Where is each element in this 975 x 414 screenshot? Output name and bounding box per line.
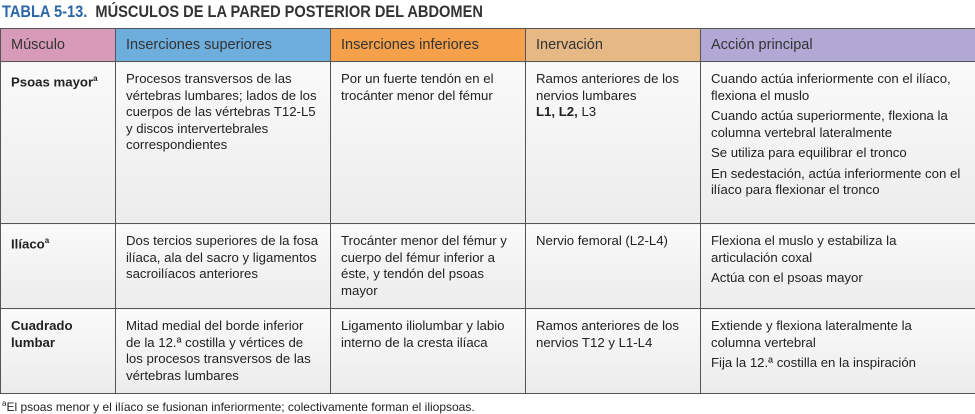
table-row <box>1 62 975 224</box>
action-item: Cuando actúa inferiormente con el ilíaco, flexiona el muslo <box>711 71 951 103</box>
header-muscle: Músculo <box>1 29 116 62</box>
footnote-text: El psoas menor y el ilíaco se fusionan inferiormente; colectivamente forman el iliopsoas. <box>6 400 475 414</box>
muscle-cell: Cuadrado lumbar <box>1 309 116 394</box>
nerve-bold: L1, L2, <box>536 104 578 119</box>
action-item: Se utiliza para equilibrar el tronco <box>711 145 907 160</box>
nerve-text: Ramos anteriores de los nervios lumbares <box>536 71 679 103</box>
muscles-table <box>0 28 975 394</box>
action-item: Extiende y flexiona lateralmente la columna vertebral <box>711 318 912 350</box>
action-item: Flexiona el muslo y estabiliza la articulación coxal <box>711 233 897 265</box>
muscle-cell <box>1 224 116 309</box>
header-row <box>1 29 975 62</box>
table-title <box>2 2 483 22</box>
footnote-mark: a <box>2 399 7 408</box>
action-item: Fija la 12.ª costilla en la inspiración <box>711 355 916 370</box>
nerve-cell <box>526 62 701 224</box>
nerve-text-end: L3 <box>577 104 597 119</box>
header-superior: Inserciones superiores <box>116 29 331 62</box>
footnote <box>2 399 475 414</box>
table-number: TABLA 5-13. <box>2 2 88 21</box>
nerve-cell: Ramos anteriores de los nervios T12 y L1-L4 <box>526 309 701 394</box>
superior-cell: Mitad medial del borde inferior de la 12.ª costilla y vértices de los procesos transversos de las vértebras lumbares <box>116 309 331 394</box>
action-item: En sedestación, actúa inferiormente con el ilíaco para flexionar el tronco <box>711 165 961 197</box>
inferior-cell: Por un fuerte tendón en el trocánter menor del fémur <box>331 62 526 224</box>
inferior-cell: Ligamento iliolumbar y labio interno de la cresta ilíaca <box>331 309 526 394</box>
table-row <box>1 309 975 394</box>
superior-cell: Procesos transversos de las vértebras lumbares; lados de los cuerpos de las vértebras T12-L5 y discos intervertebrales correspondientes <box>116 62 331 224</box>
header-inferior: Inserciones inferiores <box>331 29 526 62</box>
muscle-cell <box>1 62 116 224</box>
muscle-name: Ilíaco <box>11 236 45 252</box>
footnote-mark: a <box>44 236 50 245</box>
action-cell <box>701 62 975 224</box>
header-action: Acción principal <box>701 29 975 62</box>
action-item: Cuando actúa superiormente, flexiona la columna vertebral lateralmente <box>711 108 948 140</box>
footnote-mark: a <box>93 74 98 83</box>
nerve-cell: Nervio femoral (L2-L4) <box>526 224 701 309</box>
action-cell <box>701 224 975 309</box>
action-cell <box>701 309 975 394</box>
table-row <box>1 224 975 309</box>
inferior-cell: Trocánter menor del fémur y cuerpo del fémur inferior a éste, y tendón del psoas mayor <box>331 224 526 309</box>
superior-cell: Dos tercios superiores de la fosa ilíaca, ala del sacro y ligamentos sacroilíacos anteriores <box>116 224 331 309</box>
action-item: Actúa con el psoas mayor <box>711 270 863 285</box>
table-title-text: MÚSCULOS DE LA PARED POSTERIOR DEL ABDOMEN <box>95 2 483 21</box>
header-nerve: Inervación <box>526 29 701 62</box>
muscle-name: Psoas mayor <box>11 74 94 90</box>
